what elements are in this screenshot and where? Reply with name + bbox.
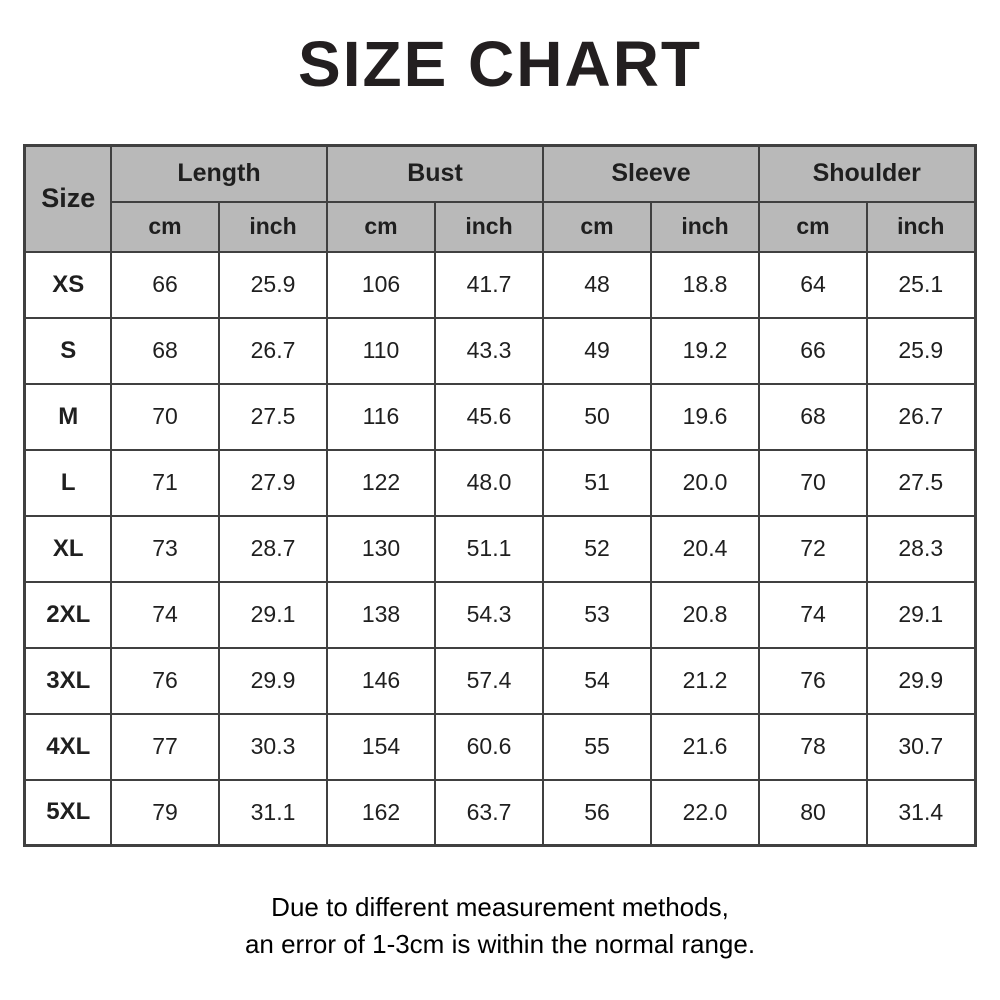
measurement-cell: 110: [327, 318, 435, 384]
measurement-cell: 20.4: [651, 516, 759, 582]
measurement-cell: 43.3: [435, 318, 543, 384]
measurement-cell: 21.2: [651, 648, 759, 714]
measurement-cell: 50: [543, 384, 651, 450]
unit-header-sleeve-inch: inch: [651, 202, 759, 252]
measurement-cell: 26.7: [219, 318, 327, 384]
measurement-cell: 78: [759, 714, 867, 780]
measurement-cell: 53: [543, 582, 651, 648]
measurement-cell: 122: [327, 450, 435, 516]
size-label: 2XL: [25, 582, 111, 648]
measurement-cell: 70: [759, 450, 867, 516]
table-row: [25, 582, 975, 648]
size-label: 4XL: [25, 714, 111, 780]
measurement-cell: 20.8: [651, 582, 759, 648]
measurement-cell: 106: [327, 252, 435, 318]
table-row: [25, 780, 975, 846]
measurement-cell: 41.7: [435, 252, 543, 318]
measurement-cell: 27.5: [867, 450, 975, 516]
measurement-cell: 60.6: [435, 714, 543, 780]
size-label: 3XL: [25, 648, 111, 714]
size-label: XL: [25, 516, 111, 582]
table-row: [25, 648, 975, 714]
measurement-cell: 73: [111, 516, 219, 582]
measurement-cell: 30.3: [219, 714, 327, 780]
table-row: [25, 318, 975, 384]
measurement-cell: 30.7: [867, 714, 975, 780]
unit-header-length-cm: cm: [111, 202, 219, 252]
measurement-cell: 48: [543, 252, 651, 318]
disclaimer-line-2: an error of 1-3cm is within the normal range.: [244, 929, 756, 959]
page-title: SIZE CHART: [298, 28, 702, 100]
table-row: [25, 714, 975, 780]
measurement-cell: 29.9: [867, 648, 975, 714]
measurement-cell: 48.0: [435, 450, 543, 516]
measurement-cell: 56: [543, 780, 651, 846]
measurement-disclaimer: [0, 889, 1000, 963]
group-header-row: [25, 146, 975, 202]
measurement-cell: 57.4: [435, 648, 543, 714]
measurement-cell: 52: [543, 516, 651, 582]
measurement-cell: 70: [111, 384, 219, 450]
measurement-cell: 66: [111, 252, 219, 318]
unit-header-shoulder-cm: cm: [759, 202, 867, 252]
measurement-cell: 63.7: [435, 780, 543, 846]
measurement-cell: 138: [327, 582, 435, 648]
unit-header-bust-cm: cm: [327, 202, 435, 252]
unit-header-shoulder-inch: inch: [867, 202, 975, 252]
measurement-cell: 25.9: [867, 318, 975, 384]
disclaimer-line-1: Due to different measurement methods,: [271, 892, 729, 922]
table-row: [25, 516, 975, 582]
measurement-cell: 31.4: [867, 780, 975, 846]
measurement-cell: 49: [543, 318, 651, 384]
measurement-cell: 20.0: [651, 450, 759, 516]
measurement-cell: 68: [111, 318, 219, 384]
measurement-cell: 116: [327, 384, 435, 450]
column-group-sleeve: Sleeve: [543, 146, 759, 202]
measurement-cell: 54: [543, 648, 651, 714]
column-header-size: Size: [25, 146, 111, 252]
table-row: [25, 252, 975, 318]
unit-header-row: [25, 202, 975, 252]
measurement-cell: 28.3: [867, 516, 975, 582]
measurement-cell: 51: [543, 450, 651, 516]
measurement-cell: 25.9: [219, 252, 327, 318]
measurement-cell: 130: [327, 516, 435, 582]
measurement-cell: 80: [759, 780, 867, 846]
measurement-cell: 51.1: [435, 516, 543, 582]
size-label: L: [25, 450, 111, 516]
measurement-cell: 31.1: [219, 780, 327, 846]
measurement-cell: 26.7: [867, 384, 975, 450]
size-chart-table: [23, 144, 976, 847]
table-row: [25, 384, 975, 450]
size-label: 5XL: [25, 780, 111, 846]
measurement-cell: 25.1: [867, 252, 975, 318]
table-row: [25, 450, 975, 516]
measurement-cell: 29.9: [219, 648, 327, 714]
measurement-cell: 28.7: [219, 516, 327, 582]
measurement-cell: 19.2: [651, 318, 759, 384]
measurement-cell: 29.1: [867, 582, 975, 648]
measurement-cell: 19.6: [651, 384, 759, 450]
table-header: [25, 146, 975, 252]
unit-header-sleeve-cm: cm: [543, 202, 651, 252]
measurement-cell: 22.0: [651, 780, 759, 846]
measurement-cell: 146: [327, 648, 435, 714]
measurement-cell: 55: [543, 714, 651, 780]
measurement-cell: 64: [759, 252, 867, 318]
measurement-cell: 29.1: [219, 582, 327, 648]
measurement-cell: 45.6: [435, 384, 543, 450]
measurement-cell: 54.3: [435, 582, 543, 648]
measurement-cell: 74: [759, 582, 867, 648]
measurement-cell: 154: [327, 714, 435, 780]
measurement-cell: 71: [111, 450, 219, 516]
measurement-cell: 162: [327, 780, 435, 846]
column-group-length: Length: [111, 146, 327, 202]
measurement-cell: 27.9: [219, 450, 327, 516]
measurement-cell: 77: [111, 714, 219, 780]
measurement-cell: 27.5: [219, 384, 327, 450]
unit-header-length-inch: inch: [219, 202, 327, 252]
measurement-cell: 68: [759, 384, 867, 450]
measurement-cell: 21.6: [651, 714, 759, 780]
measurement-cell: 66: [759, 318, 867, 384]
size-label: M: [25, 384, 111, 450]
measurement-cell: 74: [111, 582, 219, 648]
measurement-cell: 76: [111, 648, 219, 714]
measurement-cell: 18.8: [651, 252, 759, 318]
column-group-bust: Bust: [327, 146, 543, 202]
measurement-cell: 76: [759, 648, 867, 714]
measurement-cell: 72: [759, 516, 867, 582]
unit-header-bust-inch: inch: [435, 202, 543, 252]
column-group-shoulder: Shoulder: [759, 146, 975, 202]
size-chart-body: [25, 252, 975, 846]
size-label: XS: [25, 252, 111, 318]
measurement-cell: 79: [111, 780, 219, 846]
size-label: S: [25, 318, 111, 384]
